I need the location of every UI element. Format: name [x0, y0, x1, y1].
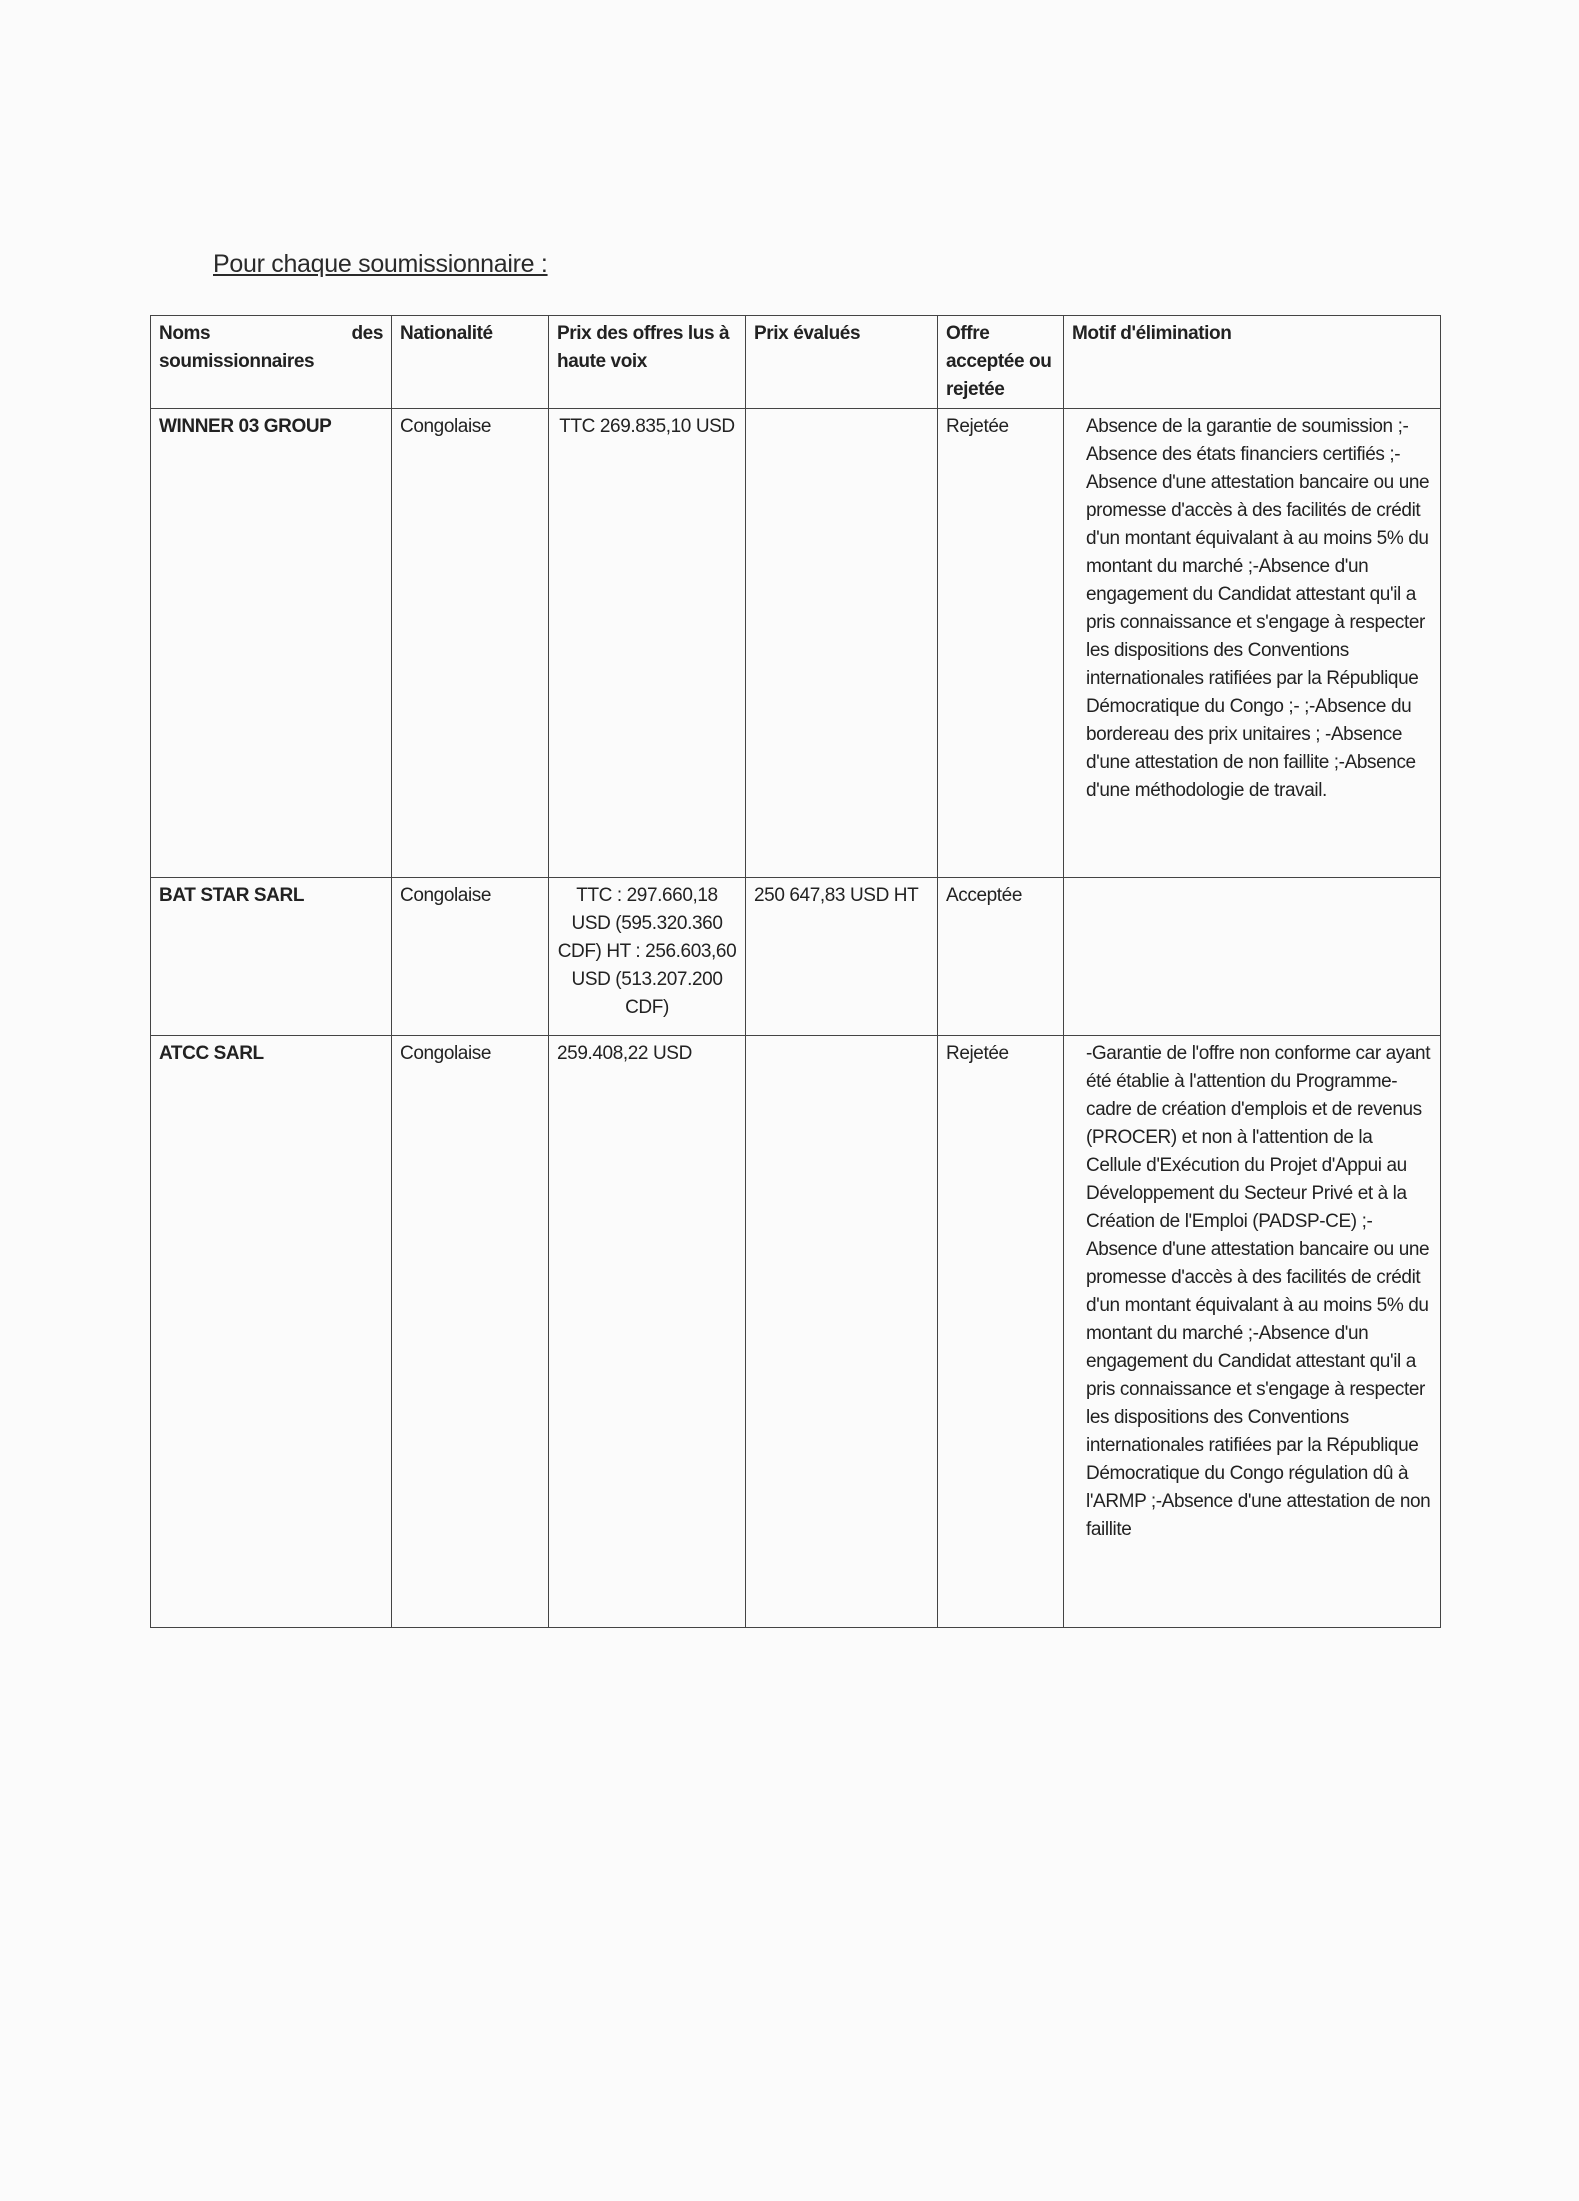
- price-read: TTC : 297.660,18 USD (595.320.360 CDF) HT : 256.603,60 USD (513.207.200 CDF): [549, 878, 746, 1036]
- nationality: Congolaise: [392, 409, 549, 878]
- header-text: Noms: [159, 323, 211, 344]
- header-bidder-names: [151, 316, 392, 409]
- table-row: [151, 878, 1441, 1036]
- header-offer-status: Offre acceptée ou rejetée: [938, 316, 1064, 409]
- header-price-evaluated: Prix évalués: [746, 316, 938, 409]
- bidder-name: BAT STAR SARL: [151, 878, 392, 1036]
- table-row: [151, 409, 1441, 878]
- bidder-name: WINNER 03 GROUP: [151, 409, 392, 878]
- price-evaluated: [746, 409, 938, 878]
- elimination-reason: Absence de la garantie de soumission ;-Absence des états financiers certifiés ;-Absence d'une attestation bancaire ou une promesse d'accès à des facilités de crédit d'un montant équivalant à au moins 5% du montant du marché ;-Absence d'un engagement du Candidat attestant qu'il a pris connaissance et s'engage à respecter les dispositions des Conventions internationales ratifiées par la République Démocratique du Congo ;- ;-Absence du bordereau des prix unitaires ; -Absence d'une attestation de non faillite ;-Absence d'une méthodologie de travail.: [1064, 409, 1441, 878]
- offer-status: Rejetée: [938, 1036, 1064, 1628]
- elimination-reason: [1064, 878, 1441, 1036]
- table-row: [151, 1036, 1441, 1628]
- header-text: soumissionnaires: [159, 351, 315, 372]
- header-price-read: Prix des offres lus à haute voix: [549, 316, 746, 409]
- price-read: 259.408,22 USD: [549, 1036, 746, 1628]
- nationality: Congolaise: [392, 1036, 549, 1628]
- header-reason: Motif d'élimination: [1064, 316, 1441, 409]
- nationality: Congolaise: [392, 878, 549, 1036]
- bidders-table: [150, 315, 1441, 1628]
- table-header-row: [151, 316, 1441, 409]
- price-read: TTC 269.835,10 USD: [549, 409, 746, 878]
- price-evaluated: 250 647,83 USD HT: [746, 878, 938, 1036]
- bidder-name: ATCC SARL: [151, 1036, 392, 1628]
- header-text: des: [351, 323, 383, 344]
- elimination-reason: -Garantie de l'offre non conforme car ayant été établie à l'attention du Programme-cadre de création d'emplois et de revenus (PROCER) et non à l'attention de la Cellule d'Exécution du Projet d'Appui au Développement du Secteur Privé et à la Création de l'Emploi (PADSP-CE) ;-Absence d'une attestation bancaire ou une promesse d'accès à des facilités de crédit d'un montant équivalant à au moins 5% du montant du marché ;-Absence d'un engagement du Candidat attestant qu'il a pris connaissance et s'engage à respecter les dispositions des Conventions internationales ratifiées par la République Démocratique du Congo régulation dû à l'ARMP ;-Absence d'une attestation de non faillite: [1064, 1036, 1441, 1628]
- price-evaluated: [746, 1036, 938, 1628]
- offer-status: Rejetée: [938, 409, 1064, 878]
- header-nationality: Nationalité: [392, 316, 549, 409]
- offer-status: Acceptée: [938, 878, 1064, 1036]
- section-heading: Pour chaque soumissionnaire :: [213, 250, 548, 278]
